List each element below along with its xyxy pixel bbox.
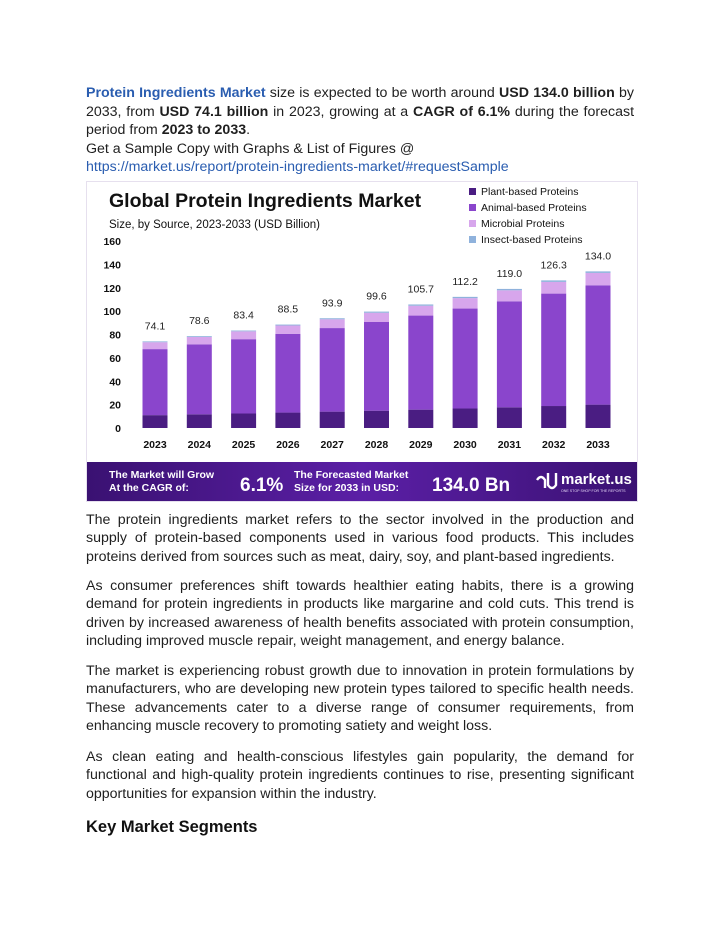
brand-name: market.us <box>561 471 632 488</box>
bar-2023 <box>143 341 168 428</box>
legend-swatch <box>469 188 476 195</box>
x-tick-label: 2028 <box>364 439 389 451</box>
sample-url-link[interactable]: https://market.us/report/protein-ingredients-market/#requestSample <box>86 159 509 176</box>
cagr-banner-value: 6.1% <box>240 475 284 496</box>
summary-banner <box>87 462 638 502</box>
x-tick-label: 2031 <box>497 439 522 451</box>
value-2033: USD 134.0 billion <box>499 85 615 101</box>
value-2023: USD 74.1 billion <box>159 103 269 120</box>
y-tick-label: 80 <box>109 329 121 342</box>
bar-segment-insect-based-proteins <box>408 304 433 305</box>
total-data-label: 93.9 <box>321 297 343 310</box>
legend-swatch <box>469 204 476 211</box>
paragraph-consumer-trend: As consumer preferences shift towards healthier eating habits, there is a growing demand for protein ingredients in products like margarine and cold cuts. This trend is driven by increased awareness of health benefits associated with protein consumption, including improved muscle repair, weight management, and energy balance. <box>86 578 634 650</box>
bar-segment-animal-based-proteins <box>364 322 389 411</box>
y-tick-label: 140 <box>103 259 121 272</box>
bar-segment-plant-based-proteins <box>143 415 168 428</box>
x-tick-label: 2027 <box>320 439 344 451</box>
paragraph-clean-eating: As clean eating and health-conscious lifestyles gain popularity, the demand for functional and high-quality protein ingredients continues to rise, presenting significant opportunities for expansion within the industry. <box>86 749 634 802</box>
legend-swatch <box>469 236 476 243</box>
bar-segment-animal-based-proteins <box>231 339 256 413</box>
bar-2029 <box>408 304 433 428</box>
bar-segment-animal-based-proteins <box>497 301 522 407</box>
x-tick-label: 2025 <box>231 439 256 451</box>
cagr-value: CAGR of 6.1% <box>412 103 511 120</box>
total-data-label: 134.0 <box>584 250 612 263</box>
total-data-label: 126.3 <box>540 259 567 272</box>
y-tick-label: 60 <box>109 352 121 365</box>
forecast-period: 2023 to 2033 <box>161 122 247 139</box>
bar-segment-microbial-proteins <box>453 298 478 308</box>
paragraph-innovation: The market is experiencing robust growth due to innovation in protein formulations by manufacturers, who are developing new protein types tailored to specific health needs. These advancements cater to a diverse range of consumer requirements, from enhancing muscle recovery to promoting satiety and weight loss. <box>86 663 634 735</box>
chart-svg <box>87 182 638 502</box>
bar-2024 <box>187 336 212 428</box>
bar-segment-microbial-proteins <box>231 331 256 339</box>
section-heading-key-segments: Key Market Segments <box>86 818 258 836</box>
total-data-label: 105.7 <box>407 283 434 296</box>
x-tick-label: 2030 <box>453 439 477 451</box>
bar-segment-insect-based-proteins <box>541 280 566 282</box>
forecast-banner-value: 134.0 Bn <box>432 475 511 496</box>
bar-2026 <box>275 325 300 428</box>
bar-segment-animal-based-proteins <box>453 309 478 409</box>
bar-segment-microbial-proteins <box>497 290 522 301</box>
x-tick-label: 2023 <box>143 439 167 451</box>
bar-segment-plant-based-proteins <box>408 410 433 428</box>
total-data-label: 119.0 <box>496 267 523 280</box>
intro-text: by 2033, from <box>86 85 634 120</box>
total-data-label: 74.1 <box>144 320 166 333</box>
y-tick-label: 100 <box>103 306 121 319</box>
bar-segment-plant-based-proteins <box>275 413 300 428</box>
total-data-label: 78.6 <box>189 315 210 328</box>
bar-segment-microbial-proteins <box>187 337 212 344</box>
legend-label: Animal-based Proteins <box>481 202 587 214</box>
x-tick-label: 2032 <box>542 439 566 451</box>
legend-swatch <box>469 220 476 227</box>
bar-segment-plant-based-proteins <box>586 405 611 428</box>
market-title-link[interactable]: Protein Ingredients Market <box>86 85 266 101</box>
bar-2028 <box>364 312 389 428</box>
cagr-label-line1: The Market will Grow <box>109 469 215 481</box>
bar-segment-plant-based-proteins <box>453 408 478 428</box>
bar-segment-insect-based-proteins <box>187 336 212 337</box>
x-tick-label: 2026 <box>276 439 300 451</box>
y-tick-label: 120 <box>103 282 121 295</box>
bar-segment-plant-based-proteins <box>187 414 212 428</box>
bar-segment-insect-based-proteins <box>497 289 522 290</box>
bar-segment-microbial-proteins <box>143 342 168 349</box>
bar-2032 <box>541 280 566 428</box>
legend-label: Plant-based Proteins <box>481 186 579 198</box>
chart-subtitle: Size, by Source, 2023-2033 (USD Billion) <box>109 219 320 231</box>
intro-paragraph <box>86 84 634 177</box>
bar-segment-insect-based-proteins <box>586 271 611 273</box>
bar-2027 <box>320 318 345 428</box>
bar-2030 <box>453 297 478 428</box>
total-data-label: 88.5 <box>277 303 299 316</box>
y-tick-label: 20 <box>109 399 121 412</box>
bar-2033 <box>586 271 611 428</box>
intro-text: during the forecast period from <box>86 103 635 139</box>
bar-segment-animal-based-proteins <box>408 316 433 410</box>
bar-segment-insect-based-proteins <box>143 341 168 342</box>
bar-segment-insect-based-proteins <box>364 312 389 313</box>
y-tick-label: 160 <box>103 236 121 248</box>
paragraph-definition: The protein ingredients market refers to the sector involved in the production and supply of protein-based components used in various food products. This includes proteins derived from sources such as meat, dairy, soy, and plant-based ingredients. <box>86 512 634 565</box>
market-infographic <box>86 181 638 502</box>
legend-label: Microbial Proteins <box>481 218 565 230</box>
bar-segment-microbial-proteins <box>275 326 300 334</box>
forecast-label-line2: Size for 2033 in USD: <box>294 482 400 494</box>
total-data-label: 112.2 <box>452 275 478 288</box>
total-data-label: 83.4 <box>233 309 254 322</box>
y-tick-label: 0 <box>115 423 121 435</box>
sample-line: Get a Sample Copy with Graphs & List of Figures @ <box>86 140 415 157</box>
chart-title: Global Protein Ingredients Market <box>109 190 422 212</box>
bar-segment-microbial-proteins <box>320 319 345 328</box>
bar-segment-insect-based-proteins <box>453 297 478 298</box>
bar-segment-insect-based-proteins <box>320 318 345 319</box>
bar-segment-microbial-proteins <box>586 273 611 285</box>
bar-segment-plant-based-proteins <box>231 414 256 428</box>
bar-segment-animal-based-proteins <box>143 349 168 415</box>
bar-segment-animal-based-proteins <box>275 334 300 413</box>
x-tick-label: 2024 <box>187 439 211 451</box>
legend-label: Insect-based Proteins <box>481 234 583 246</box>
x-tick-label: 2033 <box>586 439 610 451</box>
bar-segment-microbial-proteins <box>364 313 389 322</box>
bar-segment-microbial-proteins <box>541 282 566 294</box>
intro-text: size is expected to be worth around <box>265 85 500 101</box>
bar-segment-insect-based-proteins <box>231 331 256 332</box>
intro-text: . <box>246 122 251 139</box>
bar-segment-plant-based-proteins <box>364 411 389 428</box>
total-data-label: 99.6 <box>366 290 387 303</box>
cagr-label-line2: At the CAGR of: <box>109 482 189 494</box>
bar-segment-animal-based-proteins <box>586 285 611 404</box>
bar-2031 <box>497 289 522 428</box>
intro-text: in 2023, growing at a <box>268 103 413 120</box>
bar-segment-animal-based-proteins <box>541 294 566 406</box>
bar-segment-plant-based-proteins <box>320 412 345 428</box>
y-tick-label: 40 <box>109 376 121 389</box>
bar-segment-insect-based-proteins <box>275 325 300 326</box>
bar-segment-plant-based-proteins <box>497 407 522 428</box>
forecast-label-line1: The Forecasted Market <box>294 469 409 481</box>
bar-segment-microbial-proteins <box>408 306 433 316</box>
x-tick-label: 2029 <box>409 439 433 451</box>
bar-segment-plant-based-proteins <box>541 406 566 428</box>
bar-segment-animal-based-proteins <box>187 344 212 414</box>
bar-2025 <box>231 331 256 428</box>
bar-segment-animal-based-proteins <box>320 328 345 412</box>
brand-tagline: ONE STOP SHOP FOR THE REPORTS <box>561 489 626 493</box>
